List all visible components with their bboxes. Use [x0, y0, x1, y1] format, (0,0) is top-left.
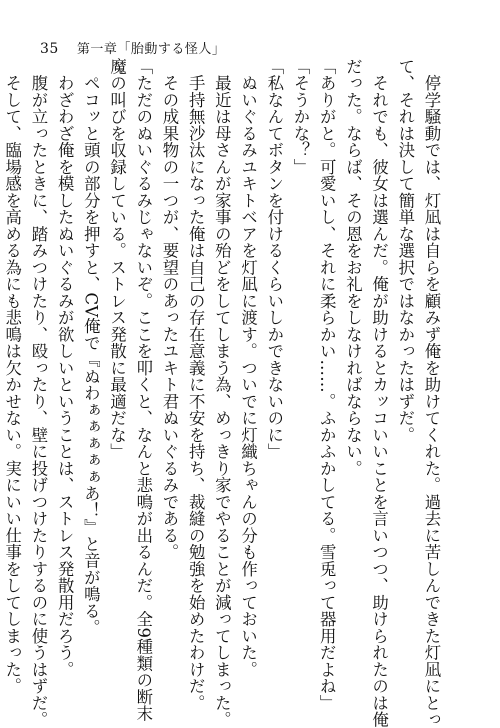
- page-number: 35: [40, 41, 59, 57]
- text-line: 手持無沙汰になった俺は自己の存在意義に不安を持ち、裁縫の勉強を始めたわけだ。: [186, 58, 206, 712]
- text-line: わざわざ俺を模したぬいぐるみが欲しいということは、ストレス発散用だろう。: [55, 58, 75, 678]
- text-line: 「私なんてボタンを付けるくらいしかできないのに」: [264, 58, 284, 460]
- text-line: その成果物の一つが、要望のあったユキト君ぬいぐるみである。: [159, 58, 179, 561]
- text-line: 停学騒動では、灯凪は自らを顧みず俺を助けてくれた。過去に苦しんできた灯凪にとっ: [422, 58, 441, 728]
- text-line: 最近は母さんが家事の殆どをしてしまう為、めっきり家でやることが減ってしまった。: [212, 58, 232, 728]
- text-line: だった。ならば、その恩をお礼をしなければならない。: [343, 58, 363, 477]
- text-line: て、それは決して簡単な選択ではなかったはずだ。: [395, 58, 415, 444]
- text-line: 魔の叫びを収録している。ストレス発散に最適だな」: [107, 58, 127, 460]
- body-text: [0, 58, 444, 728]
- page-header: [40, 38, 225, 57]
- text-line: 「ただのぬいぐるみじゃないぞ。ここを叩くと、なんと悲鳴が出るんだ。全9種類の断末: [133, 58, 153, 723]
- text-line: 腹が立ったときに、踏みつけたり、殴ったり、壁に投げつけたりするのに使うはずだ。: [28, 58, 48, 728]
- text-line: ぬいぐるみユキトベアを灯凪に渡す。ついでに灯織ちゃんの分も作っておいた。: [238, 58, 258, 678]
- text-line: そして、臨場感を高める為にも悲鳴は欠かせない。実にいい仕事をしてしまった。: [2, 58, 22, 695]
- chapter-title: 第一章「胎動する怪人」: [76, 42, 226, 57]
- text-line: 「そうかな？」: [290, 58, 310, 176]
- text-line: 「ありがと。可愛いし、それに柔らかい……。ふかふかしてる。雪兎って器用だよね」: [317, 58, 337, 712]
- text-line: それでも、彼女は選んだ。俺が助けるとカッコいいことを言いつつ、助けられたのは俺: [369, 58, 389, 728]
- text-line: ペコッと頭の部分を押すと、CV俺で『ぬわぁぁぁぁぁあ！』と音が鳴る。: [81, 58, 101, 636]
